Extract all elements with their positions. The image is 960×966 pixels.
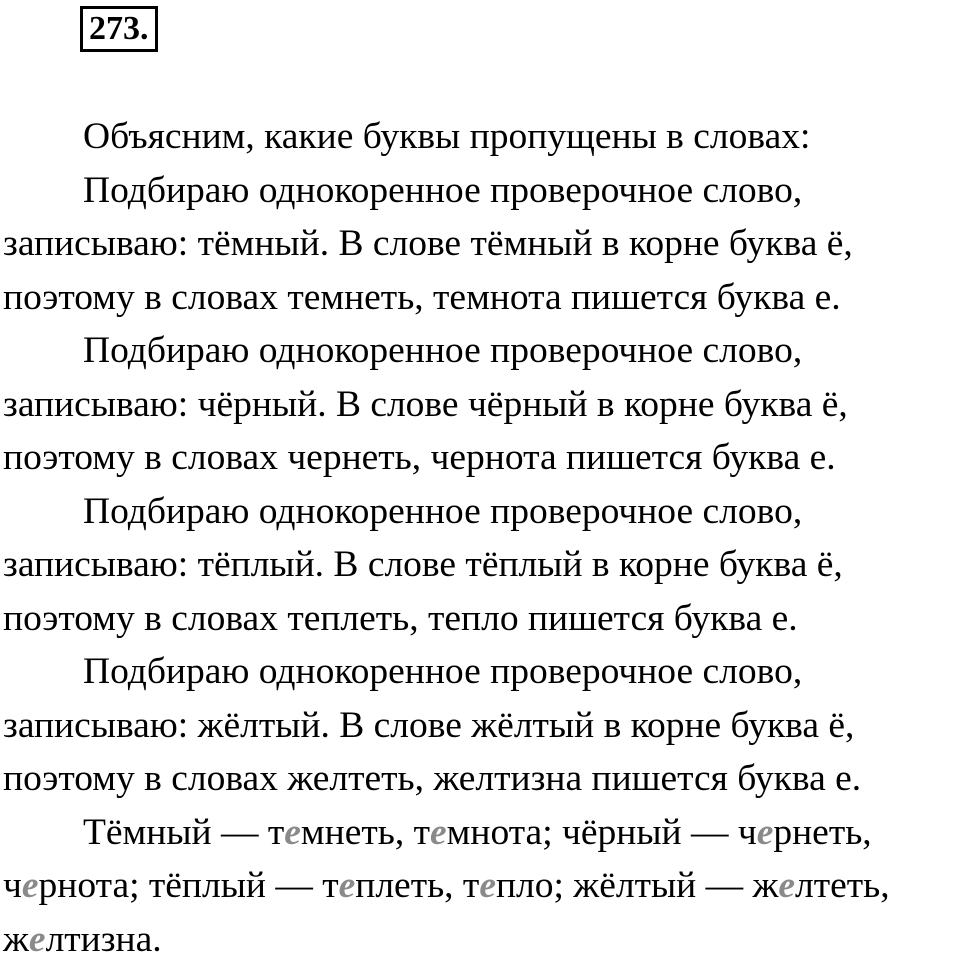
summary-line: [3, 913, 960, 966]
summary-line: [3, 859, 960, 913]
text-line: Объясним, какие буквы пропущены в словах:: [3, 110, 960, 164]
text-line: записываю: тёмный. В слове тёмный в корне буква ё,: [3, 217, 960, 271]
summary-text: плеть, т: [355, 865, 479, 906]
highlighted-letter: е: [479, 865, 496, 906]
text-line: записываю: чёрный. В слове чёрный в корне буква ё,: [3, 378, 960, 432]
highlighted-letter: е: [778, 865, 795, 906]
highlighted-letter: е: [22, 865, 39, 906]
summary-line: [3, 806, 960, 860]
summary-text: лтизна.: [46, 919, 162, 960]
highlighted-letter: е: [757, 812, 774, 853]
text-line: поэтому в словах желтеть, желтизна пишется буква е.: [3, 752, 960, 806]
summary-text: Тёмный — т: [83, 812, 284, 853]
summary-text: ж: [3, 919, 29, 960]
summary-text: рнеть,: [773, 812, 871, 853]
answer-text: [3, 110, 960, 966]
text-line: Подбираю однокоренное проверочное слово,: [3, 324, 960, 378]
highlighted-letter: е: [29, 919, 46, 960]
summary-text: рнота; тёплый — т: [39, 865, 339, 906]
summary-text: ч: [3, 865, 22, 906]
text-line: поэтому в словах чернеть, чернота пишется буква е.: [3, 431, 960, 485]
summary-text: лтеть,: [795, 865, 890, 906]
highlighted-letter: е: [284, 812, 301, 853]
summary-text: мнеть, т: [301, 812, 430, 853]
text-line: поэтому в словах темнеть, темнота пишется буква е.: [3, 271, 960, 325]
task-number: 273.: [80, 6, 158, 52]
text-line: поэтому в словах теплеть, тепло пишется буква е.: [3, 592, 960, 646]
text-line: Подбираю однокоренное проверочное слово,: [3, 485, 960, 539]
highlighted-letter: е: [339, 865, 356, 906]
highlighted-letter: е: [430, 812, 447, 853]
text-line: записываю: тёплый. В слове тёплый в корне буква ё,: [3, 538, 960, 592]
text-line: Подбираю однокоренное проверочное слово,: [3, 164, 960, 218]
summary-text: пло; жёлтый — ж: [496, 865, 778, 906]
summary-text: мнота; чёрный — ч: [447, 812, 757, 853]
text-line: Подбираю однокоренное проверочное слово,: [3, 645, 960, 699]
text-line: записываю: жёлтый. В слове жёлтый в корне буква ё,: [3, 699, 960, 753]
